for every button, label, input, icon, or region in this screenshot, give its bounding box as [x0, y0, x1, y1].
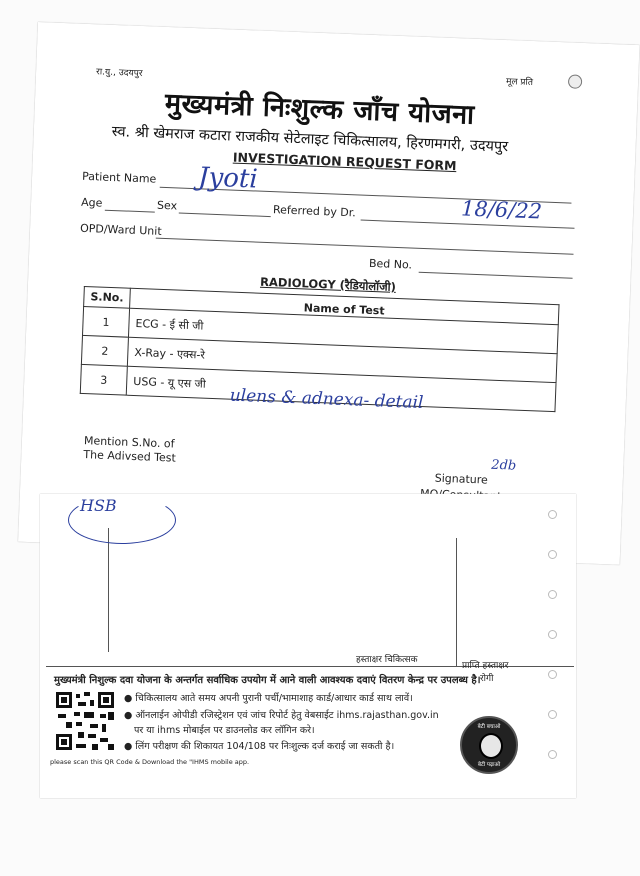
referred-label: Referred by Dr.: [272, 203, 357, 220]
logo-bottom-text: बेटी पढ़ाओ: [477, 762, 501, 768]
bed-label: Bed No.: [368, 256, 413, 272]
hospital-name: स्व. श्री खेमराज कटारा राजकीय सेटेलाइट चिकित्सालय, हिरणमगरी, उदयपुर: [111, 123, 509, 156]
qr-code-icon: [54, 690, 116, 752]
bed-line: [419, 272, 573, 279]
prescription-slip: [40, 494, 576, 798]
page-title: मुख्यमंत्री निःशुल्क जाँच योजना: [164, 87, 476, 131]
receiver-role-label: रोगी: [480, 674, 494, 684]
age-label: Age: [80, 195, 103, 210]
beti-bachao-logo: [460, 716, 518, 774]
radiology-heading: RADIOLOGY (रैडियोलॉजी): [259, 274, 397, 294]
info-bullet-1: [124, 692, 413, 705]
info-bullet-2-continued: पर या ihms मोबाईल पर डाउनलोड कर लॉगिन करे।: [134, 725, 315, 736]
opd-label: OPD/Ward Unit: [79, 221, 162, 238]
mention-text-2: The Adivsed Test: [83, 448, 177, 465]
form-sheet: [18, 22, 640, 565]
binder-holes: [548, 510, 560, 790]
date-value: 18/6/22: [460, 196, 543, 224]
signature-label: Signature: [434, 471, 489, 487]
bullet-dot-icon: ●: [124, 741, 133, 752]
signature-scribble: 2db: [491, 457, 517, 474]
bullet-dot-icon: ●: [124, 710, 133, 721]
patient-name-label: Patient Name: [81, 169, 157, 186]
qr-caption: please scan this QR Code & Download the "IHMS mobile app.: [50, 758, 250, 766]
opd-line: [156, 238, 574, 255]
test-name-header: Name of Test: [130, 288, 559, 324]
sno-header: S.No.: [84, 286, 131, 308]
patient-name-value: Jyoti: [197, 162, 259, 195]
scribble-circle: [68, 496, 176, 544]
org-code: रा.यु., उदयपुर: [95, 67, 143, 80]
slip-scribble: HSB: [80, 496, 117, 515]
info-bullet-3: [124, 740, 394, 753]
form-title: INVESTIGATION REQUEST FORM: [232, 149, 457, 174]
copy-label: मूल प्रति: [505, 77, 534, 89]
row-sno: 2: [81, 335, 128, 366]
handwritten-test-note: ulens & adnexa- detail: [229, 385, 424, 414]
mention-text-1: Mention S.No. of: [83, 434, 175, 451]
bullet-3-text: लिंग परीक्षण की शिकायत 104/108 पर निःशुल्क दर्ज कराई जा सकती है।: [135, 741, 395, 752]
sex-label: Sex: [156, 198, 178, 213]
row-test-name-text: USG - यू एस जी: [133, 374, 206, 391]
age-line: [105, 210, 155, 213]
scheme-line: मुख्यमंत्री निशुल्क दवा योजना के अन्तर्गत सर्वाधिक उपयोग में आने वाली आवश्यक दवाएं वितरण केन्द्र पर उपलब्ध है।: [54, 675, 481, 686]
bullet-2-text: ऑनलाईन ओपीडी रजिस्ट्रेशन एवं जांच रिपोर्ट हेतु वेबसाईट ihms.rajasthan.gov.in: [135, 710, 439, 721]
girl-face-icon: [479, 733, 503, 759]
referred-line: [361, 220, 575, 229]
logo-top-text: बेटी बचाओ: [477, 724, 501, 730]
punch-hole-icon: [568, 74, 583, 89]
row-sno: 1: [83, 306, 130, 337]
row-sno: 3: [80, 364, 127, 395]
doctor-signature-label: हस्ताक्षर चिकित्सक: [356, 655, 418, 665]
bullet-1-text: चिकित्सालय आते समय अपनी पुरानी पर्ची/भामाशाह कार्ड/आधार कार्ड साथ लावें।: [135, 693, 413, 704]
right-column-line: [456, 538, 457, 666]
sex-line: [179, 213, 271, 218]
row-test-name: X-Ray - एक्स-रे: [127, 337, 557, 382]
bullet-dot-icon: ●: [124, 693, 133, 704]
receiver-signature-label: प्राप्ति हस्ताक्षर: [462, 661, 509, 671]
row-test-name: ECG - ई सी जी: [129, 308, 559, 353]
info-bullet-2: [124, 709, 439, 722]
left-margin-line: [108, 528, 109, 652]
